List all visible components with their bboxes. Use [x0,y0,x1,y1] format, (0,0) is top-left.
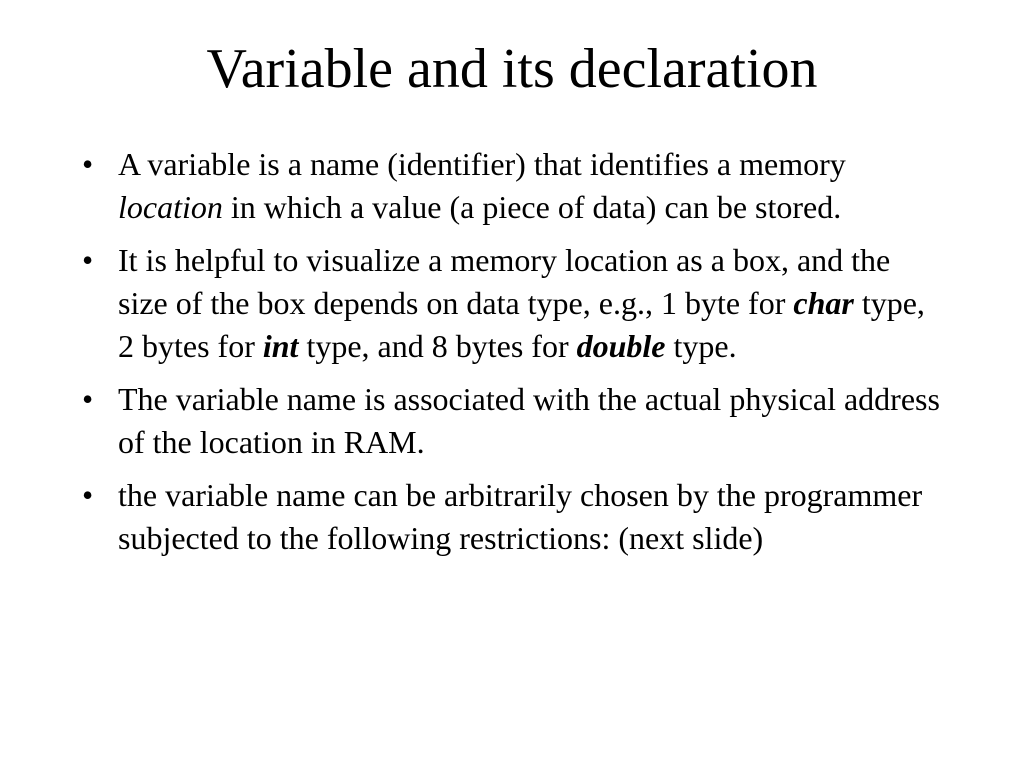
bullet-text-segment: in which a value (a piece of data) can be stored. [222,189,842,225]
bullet-text-segment: type, and 8 bytes for [298,328,577,364]
bullet-text-segment: type, 2 bytes for [118,285,925,364]
bullet-icon: • [82,381,94,417]
bullet-text-segment: A variable is a name (identifier) that identifies a memory [118,146,846,182]
bullet-icon: • [82,242,94,278]
bullet-item-name-restrictions [82,474,942,560]
bullet-item-physical-address [82,378,942,464]
keyword-double: double [576,328,666,364]
bullet-text-segment: It is helpful to visualize a memory location as a box, and the size of the box depends on data type, e.g., 1 byte for [118,242,891,321]
bullet-list [82,143,942,570]
bullet-text: The variable name is associated with the actual physical address of the location in RAM. [118,381,940,460]
bullet-text-segment: type. [665,328,737,364]
keyword-int: int [262,328,299,364]
bullet-icon: • [82,146,94,182]
bullet-icon: • [82,477,94,513]
bullet-text [118,146,846,225]
bullet-item-memory-box [82,239,942,368]
emphasis-location: location [118,189,223,225]
bullet-text: the variable name can be arbitrarily chosen by the programmer subjected to the following restrictions: (next slide) [118,477,923,556]
bullet-text [118,242,925,364]
bullet-item-variable-definition [82,143,942,229]
keyword-char: char [793,285,854,321]
slide-title: Variable and its declaration [206,38,818,100]
